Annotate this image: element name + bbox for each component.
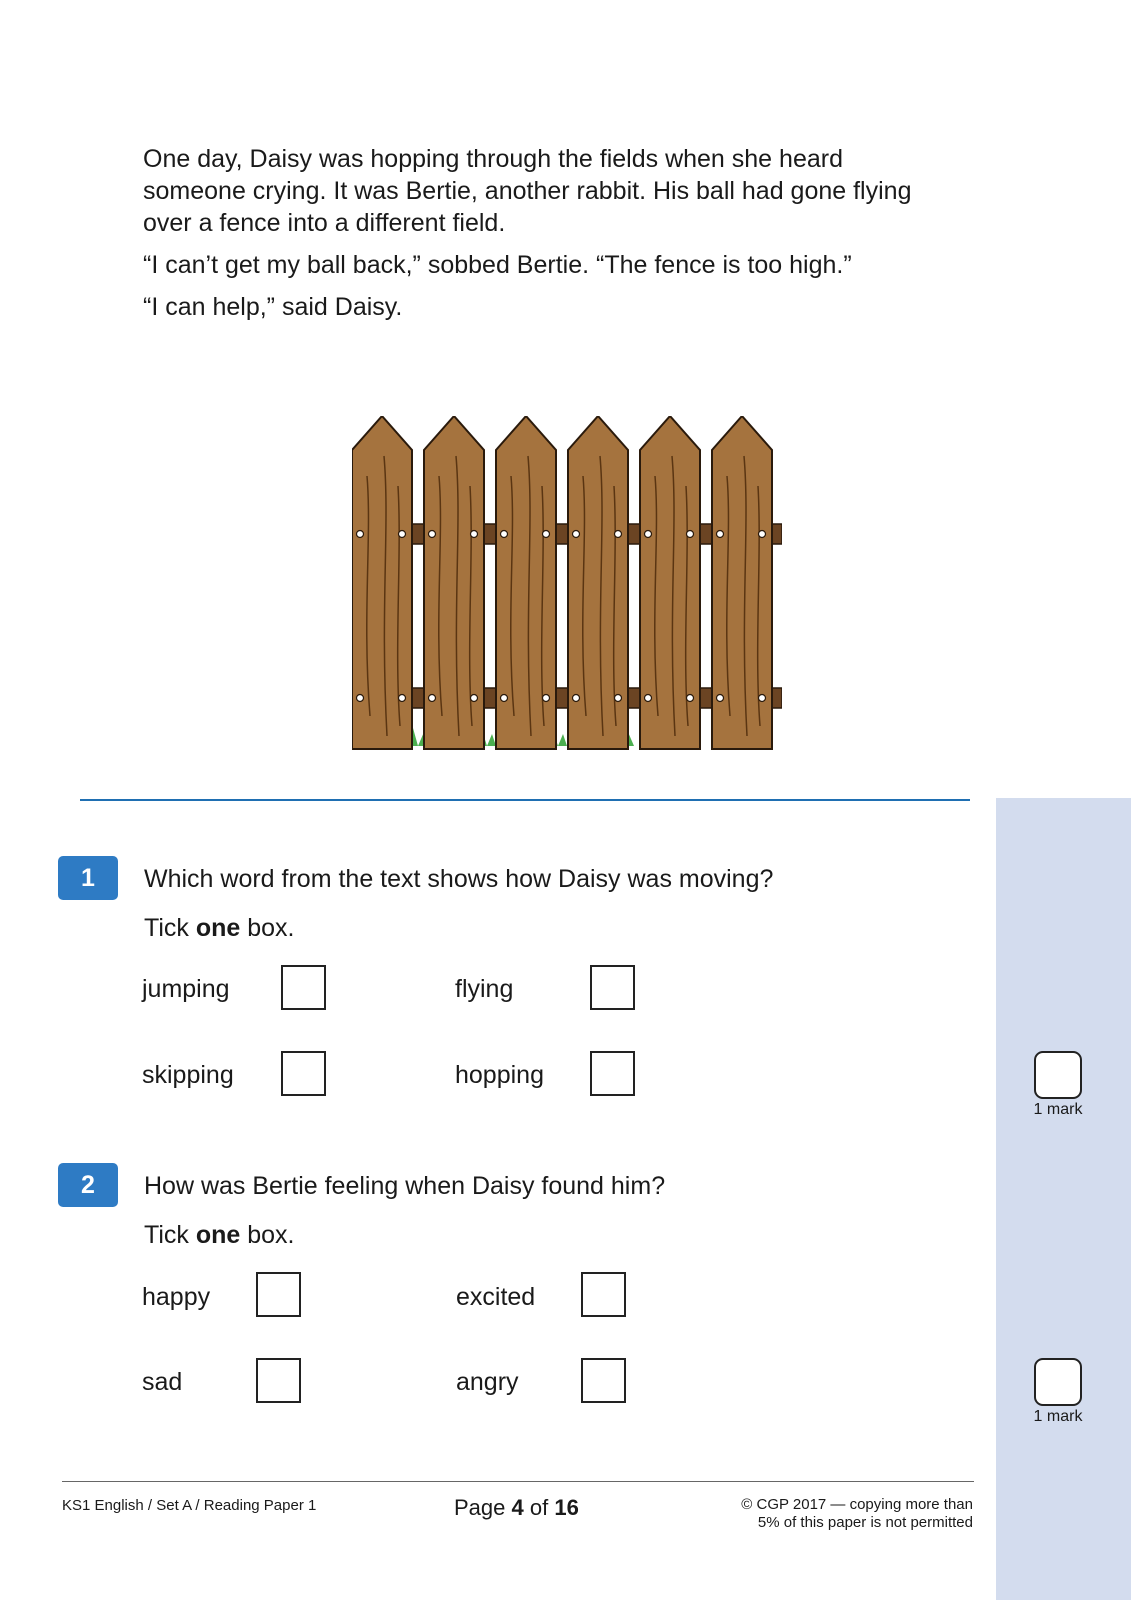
copyright-line: © CGP 2017 — copying more than	[741, 1496, 973, 1513]
story-paragraph: “I can’t get my ball back,” sobbed Bertie. “The fence is too high.”	[143, 251, 852, 279]
fence-illustration	[352, 416, 782, 756]
option-label: sad	[142, 1368, 183, 1396]
section-divider	[80, 799, 970, 801]
question-text: Which word from the text shows how Daisy was moving?	[144, 865, 774, 893]
tick-box-jumping[interactable]	[281, 965, 326, 1010]
footer-divider	[62, 1481, 974, 1482]
option-label: jumping	[142, 975, 230, 1003]
page-number: Page 4 of 16	[454, 1495, 579, 1520]
story-text	[143, 143, 943, 333]
option-label: hopping	[455, 1061, 544, 1089]
option-label: happy	[142, 1283, 211, 1311]
option-label: excited	[456, 1283, 536, 1311]
tick-box-happy[interactable]	[256, 1272, 301, 1317]
question-instruction: Tick one box.	[144, 1221, 295, 1249]
tick-box-skipping[interactable]	[281, 1051, 326, 1096]
question-instruction: Tick one box.	[144, 914, 295, 942]
mark-label: 1 mark	[1033, 1101, 1083, 1118]
copyright-line: 5% of this paper is not permitted	[757, 1514, 973, 1531]
tick-box-sad[interactable]	[256, 1358, 301, 1403]
option-label: skipping	[142, 1061, 234, 1089]
story-paragraph: “I can help,” said Daisy.	[143, 293, 403, 321]
tick-box-excited[interactable]	[581, 1272, 626, 1317]
story-paragraph: One day, Daisy was hopping through the fields when she heard someone crying. It was Bertie, another rabbit. His ball had gone flying over a fence into a different field.	[143, 145, 912, 237]
tick-box-angry[interactable]	[581, 1358, 626, 1403]
mark-box[interactable]	[1034, 1358, 1082, 1406]
paper-title: KS1 English / Set A / Reading Paper 1	[62, 1497, 317, 1514]
tick-box-hopping[interactable]	[590, 1051, 635, 1096]
copyright-notice	[741, 1496, 973, 1532]
marking-margin	[996, 798, 1131, 1600]
question-text: How was Bertie feeling when Daisy found him?	[144, 1172, 666, 1200]
mark-box[interactable]	[1034, 1051, 1082, 1099]
tick-box-flying[interactable]	[590, 965, 635, 1010]
option-label: angry	[456, 1368, 519, 1396]
question-number-badge: 2	[58, 1163, 118, 1207]
option-label: flying	[455, 975, 514, 1003]
mark-label: 1 mark	[1033, 1408, 1083, 1425]
question-number-badge: 1	[58, 856, 118, 900]
